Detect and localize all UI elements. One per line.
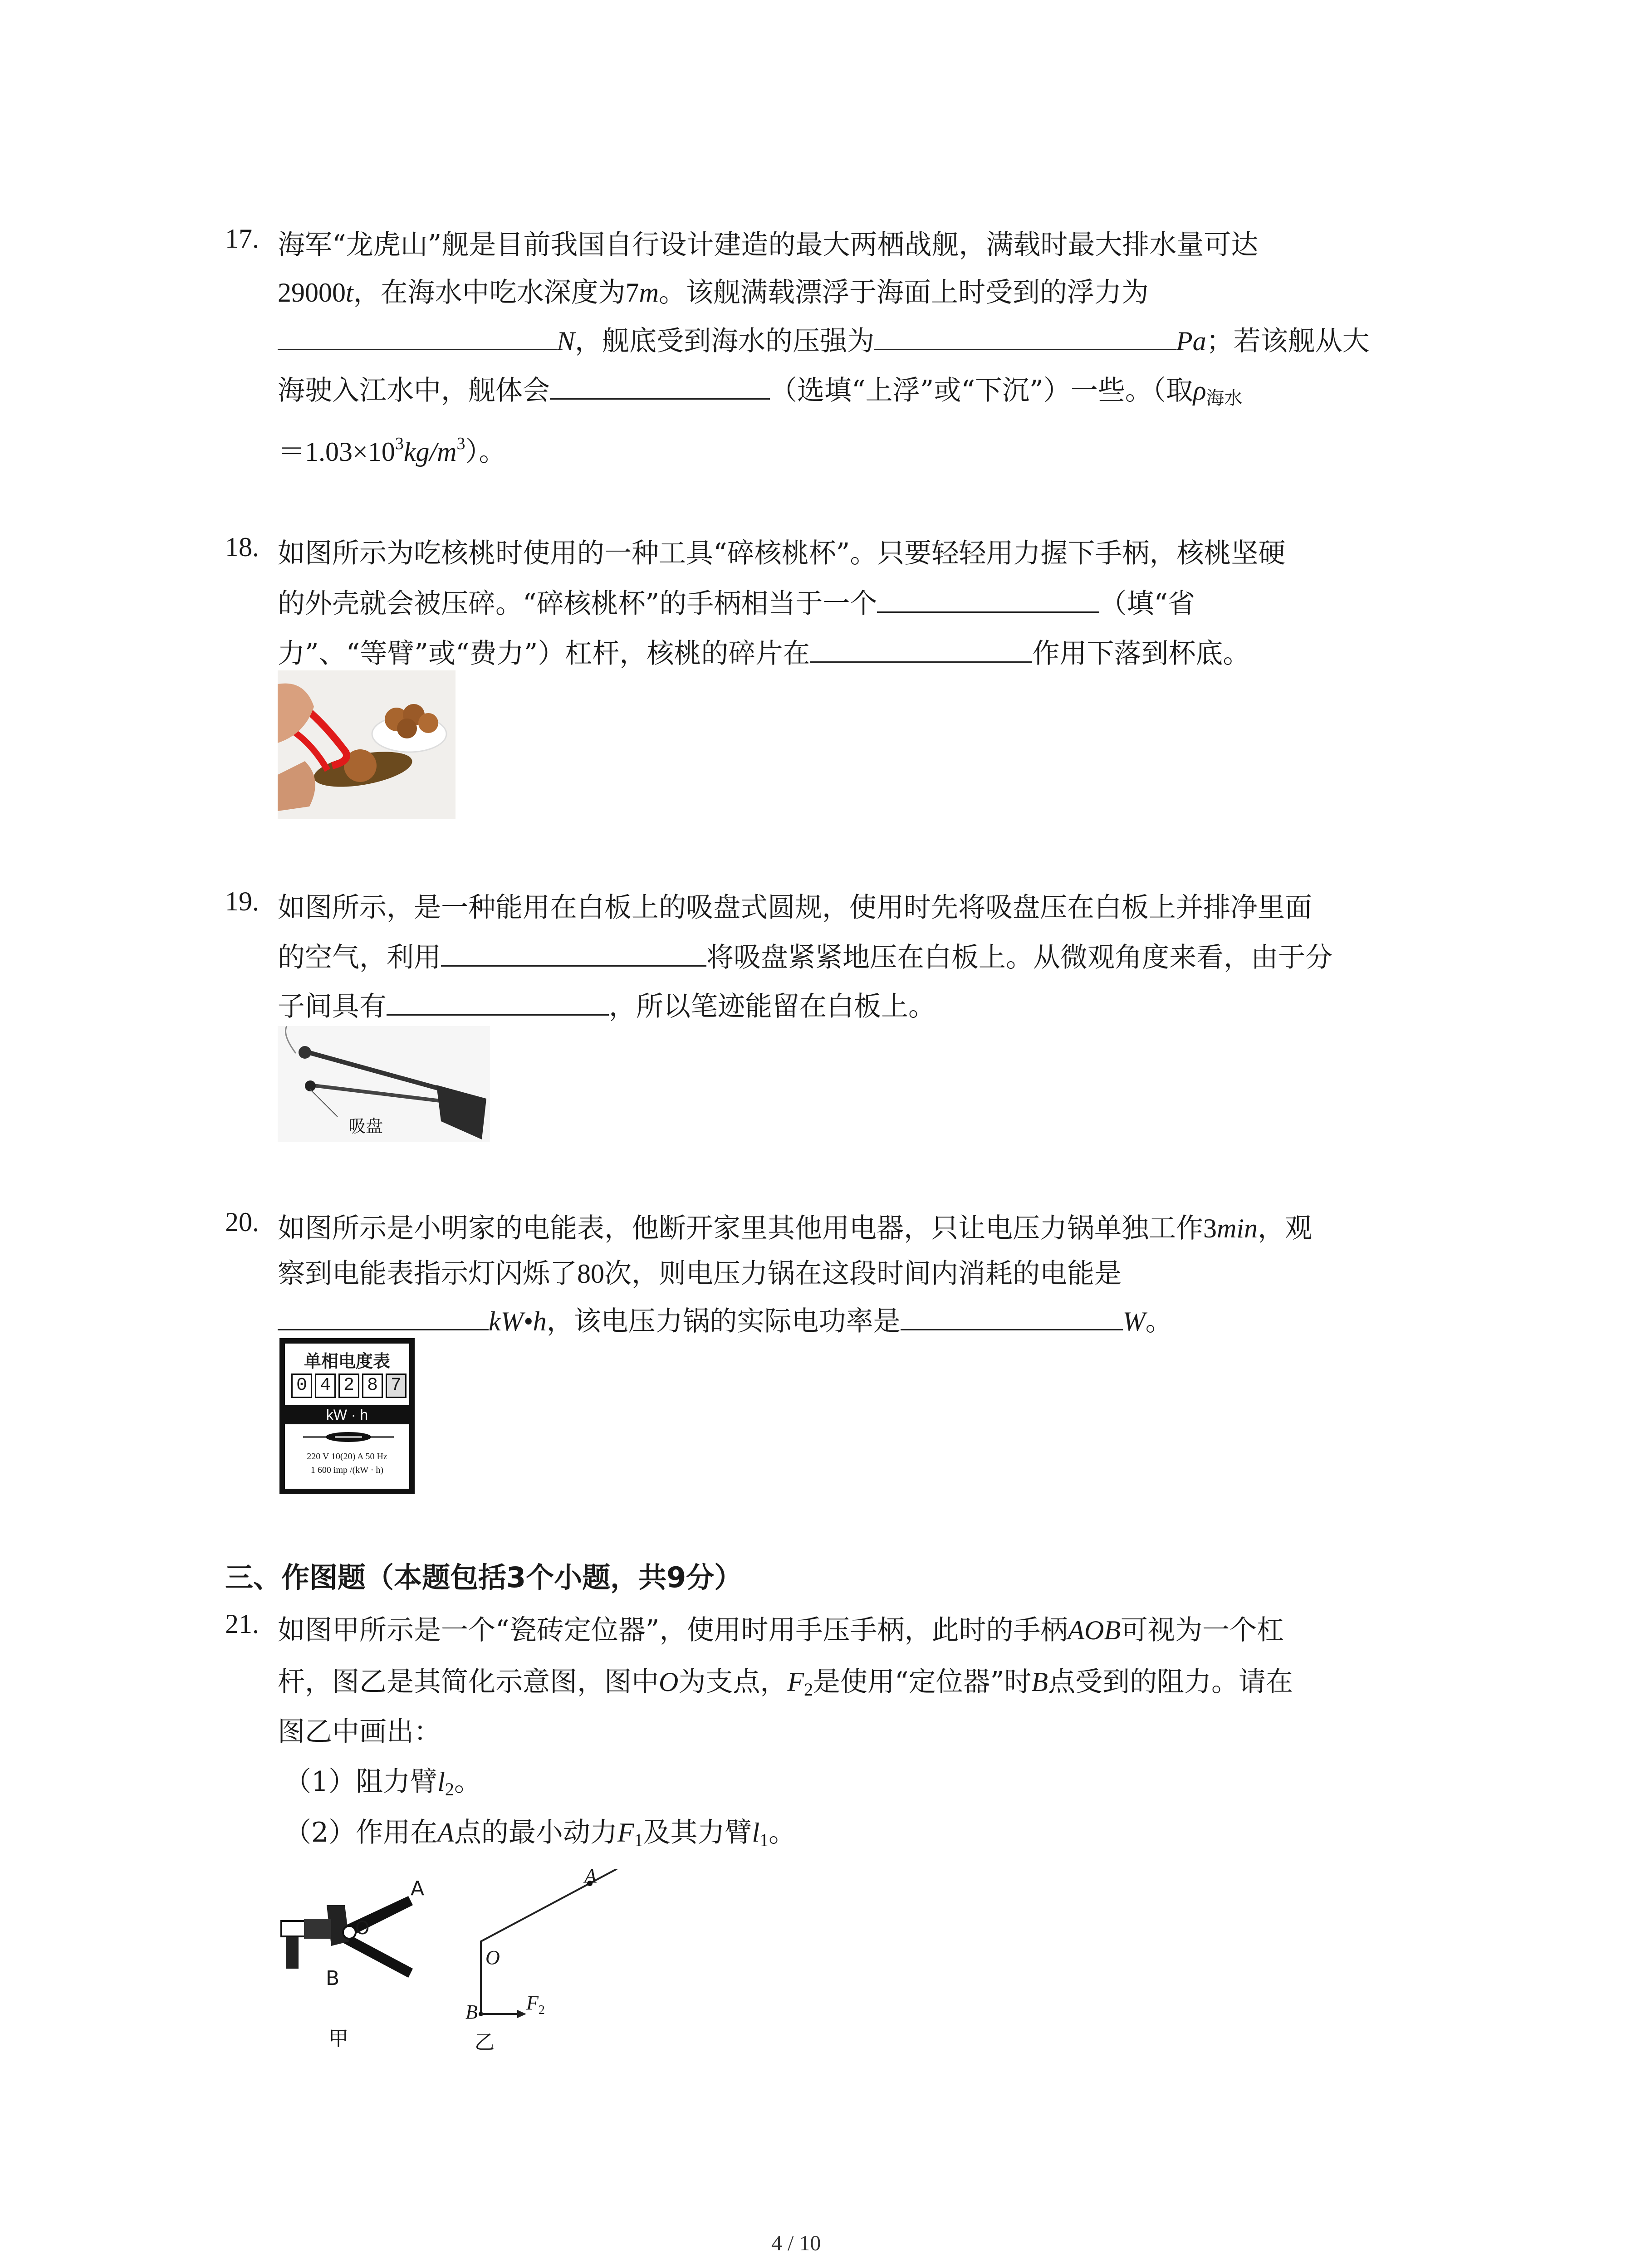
tile-positioner-photo (277, 1877, 425, 1987)
meter-spec: 220 V 10(20) A 50 Hz (307, 1452, 387, 1461)
answer-blank[interactable] (874, 323, 1176, 350)
question-number: 21. (225, 1609, 259, 1639)
figure-label: A (411, 1877, 425, 1900)
question-text-line: 如图所示为吃核桃时使用的一种工具“碎核桃杯”。只要轻轻用力握下手柄，核桃坚硬 (278, 538, 1286, 569)
question-text-line: 杆，图乙是其简化示意图，图中O为支点，$F_2$是使用“定位器”时B点受到的阻力。请在 (278, 1666, 1293, 1700)
figure-label: B (465, 2001, 478, 2023)
figure-label: O (355, 1918, 370, 1939)
answer-blank[interactable] (550, 373, 770, 400)
walnut-cracker-photo (278, 670, 456, 819)
question-text-line: 如图所示是小明家的电能表，他断开家里其他用电器，只让电压力锅单独工作3min，观 (278, 1212, 1312, 1244)
question-text-line: 察到电能表指示灯闪烁了80次，则电压力锅在这段时间内消耗的电能是 (278, 1258, 1122, 1290)
section-heading: 三、作图题（本题包括3个小题，共9分） (225, 1561, 743, 1594)
figure-label: B (326, 1967, 340, 1990)
question-text-line: 海驶入江水中，舰体会 （选填“上浮”或“下沉”）一些。（取$\rho_{海水}$ (278, 369, 1243, 410)
answer-blank[interactable] (901, 1304, 1123, 1330)
meter-spec: 1 600 imp /(kW · h) (310, 1465, 384, 1475)
question-text-line: （2）作用在A点的最小动力$F_1$及其力臂$l_1$。 (284, 1817, 796, 1850)
answer-blank[interactable] (441, 940, 706, 967)
page-number: 4 / 10 (771, 2231, 821, 2255)
answer-blank[interactable] (278, 323, 557, 350)
figure-label: 吸盘 (348, 1116, 383, 1136)
figure-caption: 甲 (328, 2027, 348, 2050)
question-text-line: 图乙中画出： (278, 1716, 441, 1748)
question-text-line: N，舰底受到海水的压强为 Pa；若该舰从大 (278, 319, 1370, 358)
force-label: $F_2$ (526, 1992, 545, 2017)
meter-digit: 7 (386, 1374, 407, 1398)
answer-blank[interactable] (278, 1304, 489, 1330)
meter-unit: kW · h (285, 1405, 409, 1424)
suction-compass-photo (278, 1026, 490, 1142)
meter-title: 单相电度表 (304, 1351, 390, 1371)
question-text-line: kW•h，该电压力锅的实际电功率是 W。 (278, 1300, 1173, 1339)
meter-digit: 0 (291, 1374, 312, 1398)
answer-blank[interactable] (877, 586, 1099, 613)
question-number: 20. (225, 1207, 259, 1237)
question-number: 19. (225, 886, 259, 916)
electric-meter (279, 1338, 415, 1494)
meter-digit: 8 (362, 1374, 383, 1398)
answer-blank[interactable] (810, 636, 1032, 663)
question-number: 18. (225, 532, 259, 562)
meter-digit: 4 (315, 1374, 336, 1398)
meter-digit: 2 (338, 1374, 359, 1398)
figure-caption: 乙 (475, 2031, 495, 2054)
question-text-line: 子间具有 ，所以笔迹能留在白板上。 (278, 985, 936, 1024)
question-text-line: 的外壳就会被压碎。“碎核桃杯”的手柄相当于一个 （填“省 (278, 582, 1195, 621)
meter-disc-icon (303, 1428, 394, 1446)
question-text-line: 如图甲所示是一个“瓷砖定位器”，使用时用手压手柄，此时的手柄AOB可视为一个杠 (278, 1614, 1284, 1646)
question-text-line: 的空气，利用 将吸盘紧紧地压在白板上。从微观角度来看，由于分 (278, 936, 1332, 975)
question-text-line: 力”、“等臂”或“费力”）杠杆，核桃的碎片在 作用下落到杯底。 (278, 632, 1250, 671)
figure-label: A (584, 1865, 597, 1887)
question-text-line: （1）阻力臂$l_2$。 (284, 1766, 481, 1799)
question-text-line: 29000t，在海水中吃水深度为7m。该舰满载漂浮于海面上时受到的浮力为 (278, 277, 1149, 308)
question-text-line: 海军“龙虎山”舰是目前我国自行设计建造的最大两栖战舰，满载时最大排水量可达 (278, 229, 1259, 261)
meter-digits (291, 1374, 407, 1398)
answer-blank[interactable] (387, 989, 609, 1016)
question-text-line: 如图所示，是一种能用在白板上的吸盘式圆规，使用时先将吸盘压在白板上并排净里面 (278, 892, 1312, 924)
question-number: 17. (225, 224, 259, 254)
question-text-line: $=1.03\times 10^3kg/m^3$）。 (278, 434, 506, 468)
figure-label: O (485, 1946, 500, 1969)
